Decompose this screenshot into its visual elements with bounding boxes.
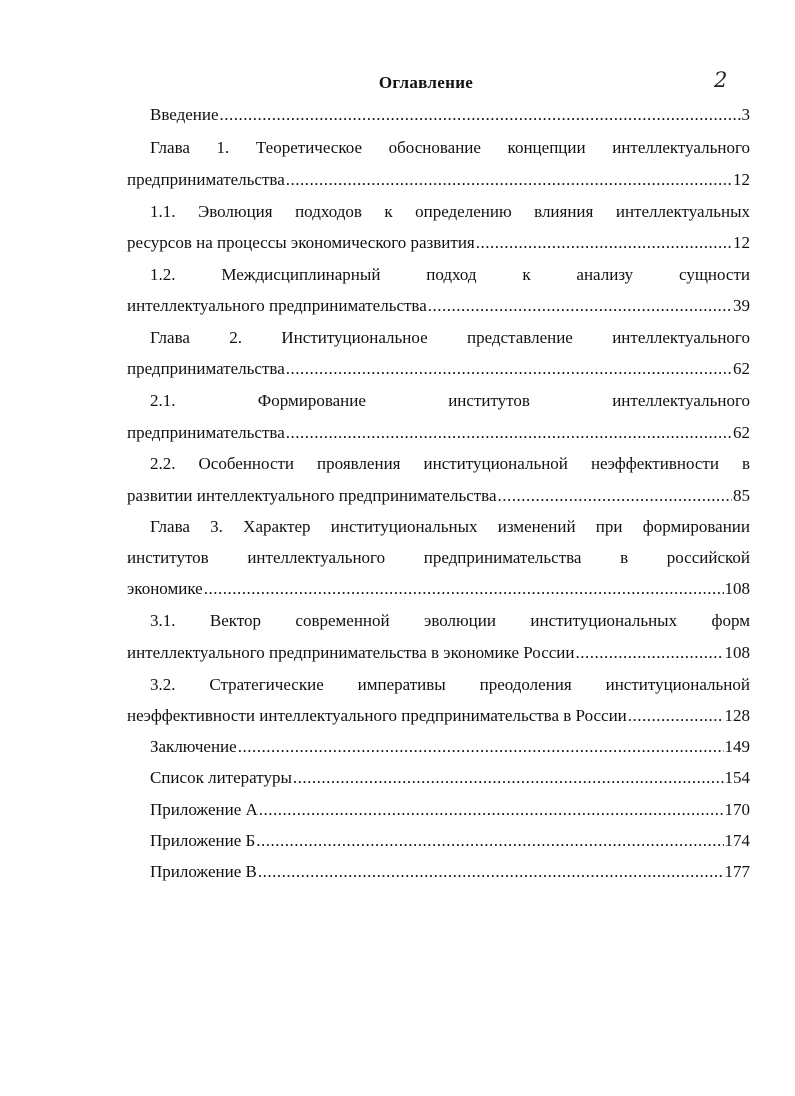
toc-entry-section-1-2[interactable]: 1.2. Междисциплинарный подход к анализу сущности <box>150 265 750 284</box>
toc-page-number: 39 <box>733 296 750 315</box>
toc-entry-appendix-a[interactable] <box>150 799 750 821</box>
toc-page-number: 12 <box>733 233 750 252</box>
toc-entry-text: предпринимательства <box>127 170 285 189</box>
dot-leader <box>293 767 724 789</box>
toc-entry-section-2-2[interactable]: 2.2. Особенности проявления институциональной неэффективности в <box>150 454 750 473</box>
toc-entry-section-1-1[interactable]: 1.1. Эволюция подходов к определению влияния интеллектуальных <box>150 202 750 221</box>
dot-leader <box>628 705 724 727</box>
dot-leader <box>286 358 732 380</box>
toc-entry-text: ресурсов на процессы экономического развития <box>127 233 475 252</box>
toc-entry-text: развитии интеллектуального предпринимательства <box>127 486 497 505</box>
toc-entry-text: Приложение В <box>150 862 257 881</box>
toc-entry-chapter-2[interactable]: Глава 2. Институциональное представление интеллектуального <box>150 328 750 347</box>
toc-page-number: 170 <box>724 800 750 819</box>
toc-entry-references[interactable] <box>150 767 750 789</box>
toc-entry-conclusion[interactable] <box>150 736 750 758</box>
toc-entry-section-2-1[interactable]: 2.1. Формирование институтов интеллектуального <box>150 391 750 410</box>
toc-page-number: 154 <box>724 768 750 787</box>
toc-entry-text: Заключение <box>150 737 237 756</box>
toc-entry-text: предпринимательства <box>127 423 285 442</box>
toc-title: Оглавление <box>378 73 474 92</box>
toc-page-number: 128 <box>724 706 750 725</box>
toc-entry-chapter-3-cont2[interactable] <box>127 578 750 600</box>
toc-entry-appendix-b[interactable] <box>150 830 750 852</box>
toc-entry-text: интеллектуального предпринимательства <box>127 296 427 315</box>
dot-leader <box>238 736 724 758</box>
toc-entry-section-3-1-cont[interactable] <box>127 642 750 664</box>
toc-entry-chapter-2-cont[interactable] <box>127 358 750 380</box>
toc-page-number: 108 <box>724 643 750 662</box>
toc-entry-section-1-1-cont[interactable] <box>127 232 750 254</box>
toc-page-number: 149 <box>724 737 750 756</box>
dot-leader <box>476 232 732 254</box>
toc-entry-appendix-v[interactable] <box>150 861 750 883</box>
dot-leader <box>259 799 724 821</box>
toc-page-number: 177 <box>724 862 750 881</box>
toc-page-number: 108 <box>724 579 750 598</box>
toc-entry-text: интеллектуального предпринимательства в экономике России <box>127 643 575 662</box>
toc-entry-text: Приложение А <box>150 800 258 819</box>
dot-leader <box>428 295 732 317</box>
dot-leader <box>204 578 724 600</box>
toc-entry-section-1-2-cont[interactable] <box>127 295 750 317</box>
dot-leader <box>220 104 741 126</box>
toc-entry-chapter-3[interactable]: Глава 3. Характер институциональных изменений при формировании <box>150 517 750 536</box>
handwritten-page-number: 2 <box>714 68 728 92</box>
toc-entry-introduction[interactable] <box>150 104 750 126</box>
toc-entry-section-3-2-cont[interactable] <box>127 705 750 727</box>
toc-entry-text: Приложение Б <box>150 831 256 850</box>
toc-page-number: 174 <box>724 831 750 850</box>
toc-entry-text: предпринимательства <box>127 359 285 378</box>
toc-entry-text: экономике <box>127 579 203 598</box>
toc-entry-text: Список литературы <box>150 768 292 787</box>
toc-entry-section-3-2[interactable]: 3.2. Стратегические императивы преодоления институциональной <box>150 675 750 694</box>
toc-page-number: 12 <box>733 170 750 189</box>
toc-entry-chapter-1-cont[interactable] <box>127 169 750 191</box>
dot-leader <box>258 861 724 883</box>
toc-page-number: 3 <box>741 105 750 124</box>
toc-entry-chapter-3-cont[interactable]: институтов интеллектуального предпринимательства в российской <box>127 548 750 567</box>
dot-leader <box>576 642 724 664</box>
toc-entry-section-2-2-cont[interactable] <box>127 485 750 507</box>
toc-page-number: 85 <box>733 486 750 505</box>
toc-entry-text: неэффективности интеллектуального предпринимательства в России <box>127 706 627 725</box>
dot-leader <box>498 485 732 507</box>
toc-page-number: 62 <box>733 423 750 442</box>
dot-leader <box>256 830 723 852</box>
toc-entry-section-2-1-cont[interactable] <box>127 422 750 444</box>
toc-entry-section-3-1[interactable]: 3.1. Вектор современной эволюции институциональных форм <box>150 611 750 630</box>
toc-entry-chapter-1[interactable]: Глава 1. Теоретическое обоснование концепции интеллектуального <box>150 138 750 157</box>
dot-leader <box>286 422 732 444</box>
dot-leader <box>286 169 732 191</box>
toc-page-number: 62 <box>733 359 750 378</box>
toc-entry-text: Введение <box>150 105 219 124</box>
